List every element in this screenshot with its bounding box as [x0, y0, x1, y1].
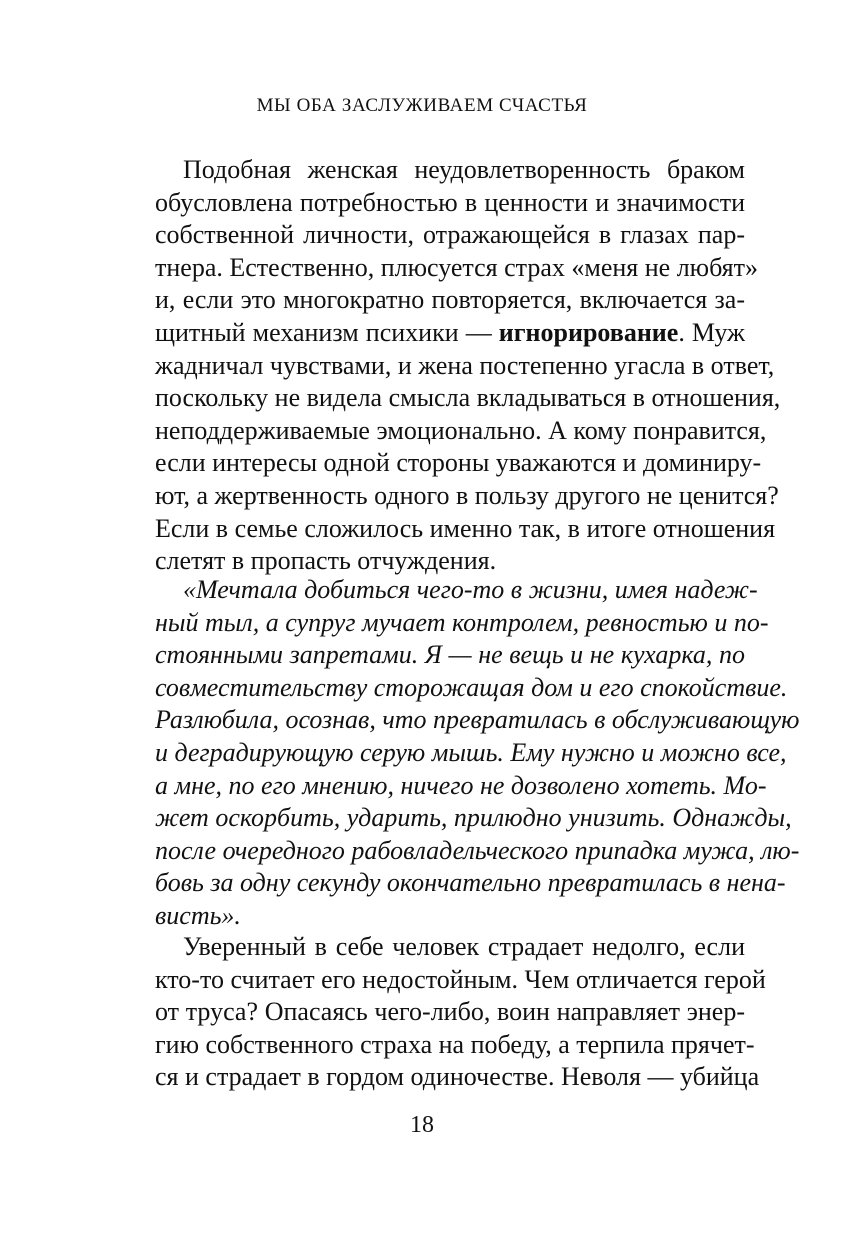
text-line: стоянными запретами. Я — не вещь и не кухарка, по	[155, 640, 745, 670]
page-number: 18	[410, 1112, 434, 1138]
text-line: от труса? Опасаясь чего-либо, воин направляет энер-	[155, 997, 745, 1027]
emphasized-term: игнорирование	[498, 317, 679, 347]
text-line: ный тыл, а супруг мучает контролем, ревностью и по-	[155, 607, 769, 637]
quote-paragraph	[155, 574, 800, 933]
text-segment: . Муж	[678, 317, 745, 347]
running-head: МЫ ОБА ЗАСЛУЖИВАЕМ СЧАСТЬЯ	[256, 95, 588, 116]
text-line: поскольку не видела смысла вкладываться в отношения,	[155, 383, 781, 413]
text-line: обусловлена потребностью в ценности и значимости	[155, 187, 745, 217]
text-line: Уверенный в себе человек страдает недолго, если	[183, 932, 745, 961]
text-line: слетят в пропасть отчуждения.	[155, 546, 497, 576]
text-line: и деградирующую серую мышь. Ему нужно и можно все,	[155, 737, 787, 767]
paragraph-3	[155, 931, 766, 1094]
text-line: если интересы одной стороны уважаются и доминиру-	[155, 448, 762, 478]
text-line: Если в семье сложилось именно так, в итоге отношения	[155, 513, 776, 543]
text-line: неподдерживаемые эмоционально. А кому понравится,	[155, 415, 767, 445]
text-line: гию собственного страха на победу, а терпила прячет-	[155, 1029, 755, 1059]
text-line: Разлюбила, осознав, что превратилась в обслуживающую	[155, 705, 800, 735]
text-line: совместительству сторожащая дом и его спокойствие.	[155, 672, 788, 702]
text-line: бовь за одну секунду окончательно превратилась в нена-	[155, 868, 786, 898]
text-line: ся и страдает в гордом одиночестве. Неволя — убийца	[155, 1062, 760, 1092]
text-line: тнера. Естественно, плюсуется страх «меня не любят»	[155, 252, 758, 282]
text-segment: щитный механизм психики —	[155, 317, 499, 347]
text-line: «Мечтала добиться чего-то в жизни, имея надеж-	[183, 575, 758, 604]
text-line: жет оскорбить, ударить, прилюдно унизить. Однажды,	[155, 803, 792, 833]
text-line: и, если это многократно повторяется, включается за-	[155, 285, 745, 315]
text-line: висть».	[155, 900, 241, 930]
text-line: собственной личности, отражающейся в глазах пар-	[155, 220, 745, 250]
text-line: Подобная женская неудовлетворенность браком	[183, 155, 745, 184]
text-line: кто-то считает его недостойным. Чем отличается герой	[155, 964, 766, 994]
text-line-with-emphasis	[155, 317, 745, 350]
text-line: а мне, по его мнению, ничего не дозволено хотеть. Мо-	[155, 770, 767, 800]
text-line: жадничал чувствами, и жена постепенно угасла в ответ,	[155, 350, 775, 380]
text-line: ют, а жертвенность одного в пользу другого не ценится?	[155, 480, 779, 510]
text-line: после очередного рабовладельческого припадка мужа, лю-	[155, 835, 800, 865]
paragraph-1	[155, 154, 781, 578]
